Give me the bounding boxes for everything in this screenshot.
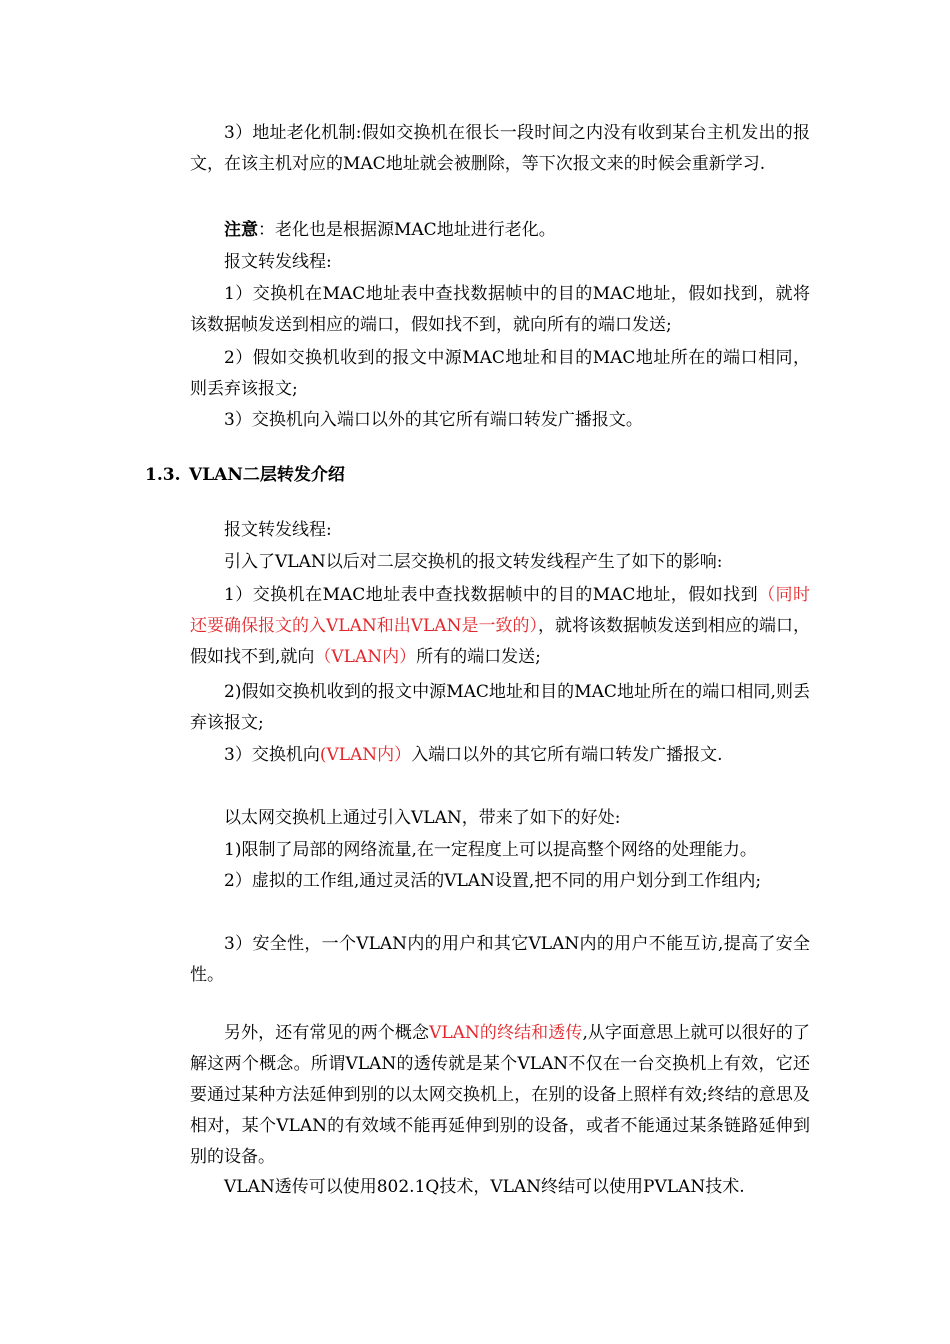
flow2-step3 [190, 740, 810, 771]
flow1-step3-text: 3）交换机向入端口以外的其它所有端口转发广播报文。 [224, 410, 643, 430]
benefit-2-text: 2）虚拟的工作组,通过灵活的VLAN设置,把不同的用户划分到工作组内; [224, 871, 762, 891]
flow2-step2-text: 2)假如交换机收到的报文中源MAC地址和目的MAC地址所在的端口相同,则丢弃该报文; [190, 682, 810, 733]
benefit-3-text: 3）安全性，一个VLAN内的用户和其它VLAN内的用户不能互访,提高了安全性。 [190, 934, 810, 985]
note-paragraph [190, 215, 810, 246]
flow2-step1 [190, 580, 810, 673]
flow-title-2-text: 报文转发线程: [224, 520, 332, 540]
section-heading [145, 460, 345, 491]
flow-title-1 [190, 247, 810, 278]
vlan-intro [190, 547, 810, 578]
termination-paragraph [190, 1018, 810, 1173]
flow2-step1-text-b: ，就将该数据帧发送到相应的端口，假如找不到,就向 [190, 616, 810, 667]
flow2-step1-text-a: 1）交换机在MAC地址表中查找数据帧中的目的MAC地址，假如找到 [224, 585, 759, 605]
heading-title: VLAN二层转发介绍 [189, 465, 345, 485]
transparency-paragraph [190, 1172, 810, 1203]
flow2-step3-text-a: 3）交换机向 [224, 745, 320, 765]
flow2-step3-text-b: 入端口以外的其它所有端口转发广播报文. [411, 745, 723, 765]
flow1-step3 [190, 405, 810, 436]
flow1-step2-text: 2）假如交换机收到的报文中源MAC地址和目的MAC地址所在的端口相同，则丢弃该报文; [190, 348, 810, 399]
flow2-step1-highlight-1: （同时还要确保报文的入VLAN和出VLAN是一致的） [190, 585, 810, 636]
aging-paragraph [190, 118, 810, 180]
benefits-intro [190, 803, 810, 834]
flow1-step2 [190, 343, 810, 405]
note-text: ：老化也是根据源MAC地址进行老化。 [258, 220, 556, 240]
flow2-step2 [190, 677, 810, 739]
aging-text: 3）地址老化机制:假如交换机在很长一段时间之内没有收到某台主机发出的报文，在该主机对应的MAC地址就会被删除，等下次报文来的时候会重新学习. [190, 123, 810, 174]
transparency-text: VLAN透传可以使用802.1Q技术，VLAN终结可以使用PVLAN技术. [224, 1177, 745, 1197]
termination-text-b: ,从字面意思上就可以很好的了解这两个概念。所谓VLAN的透传就是某个VLAN不仅在一台交换机上有效，它还要通过某种方法延伸到别的以太网交换机上，在别的设备上照样有效;终结的意思及相对，某个VLAN的有效域不能再延伸到别的设备，或者不能通过某条链路延伸到别的设备。 [190, 1023, 811, 1167]
flow2-step1-text-c: 所有的端口发送; [416, 647, 541, 667]
flow2-step1-highlight-2: （VLAN内） [314, 647, 417, 667]
termination-text-a: 另外，还有常见的两个概念 [224, 1023, 430, 1043]
vlan-intro-text: 引入了VLAN以后对二层交换机的报文转发线程产生了如下的影响: [224, 552, 723, 572]
heading-number: 1.3. [145, 465, 181, 485]
flow-title-1-text: 报文转发线程: [224, 252, 332, 272]
flow2-step3-highlight: (VLAN内） [319, 745, 412, 765]
benefits-intro-text: 以太网交换机上通过引入VLAN，带来了如下的好处: [224, 808, 621, 828]
flow1-step1 [190, 279, 810, 341]
benefit-1 [190, 835, 810, 866]
flow1-step1-text: 1）交换机在MAC地址表中查找数据帧中的目的MAC地址，假如找到，就将该数据帧发送到相应的端口，假如找不到，就向所有的端口发送; [190, 284, 810, 335]
note-label: 注意 [224, 220, 258, 240]
flow-title-2 [190, 515, 810, 546]
termination-highlight: VLAN的终结和透传 [429, 1023, 583, 1043]
benefit-3 [190, 929, 810, 991]
benefit-1-text: 1)限制了局部的网络流量,在一定程度上可以提高整个网络的处理能力。 [224, 840, 757, 860]
benefit-2 [190, 866, 810, 897]
